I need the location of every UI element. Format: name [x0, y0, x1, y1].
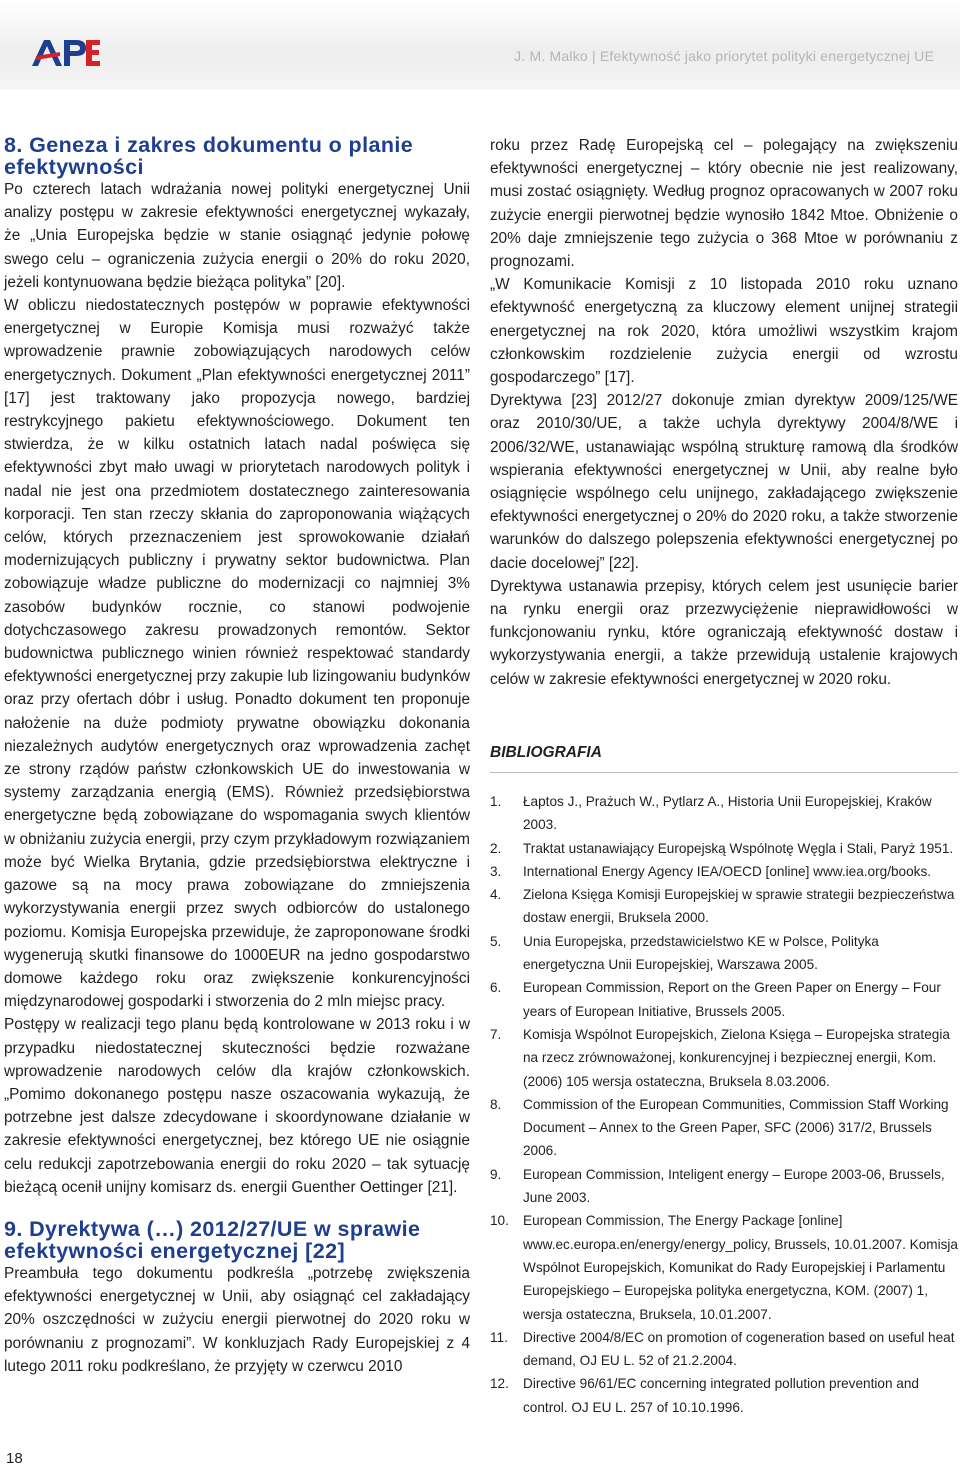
bibliography-item-text: Unia Europejska, przedstawicielstwo KE w Polsce, Polityka energetyczna Unii Europejskiej, Warszawa 2005.: [523, 933, 879, 973]
bibliography-item-text: European Commission, Inteligent energy – Europe 2003-06, Brussels, June 2003.: [523, 1166, 945, 1206]
bibliography-item-number: 8.: [490, 1096, 502, 1112]
section-9-title-line2: efektywności energetycznej [22]: [4, 1238, 345, 1263]
section-8-paragraph-3: Postępy w realizacji tego planu będą kontrolowane w 2013 roku i w przypadku niedostatecznej skuteczności będzie rozważane wprowadzenie narodowych celów dla krajów członkowskich. „Pomimo dokonanego postępu nasze oszacowania wykazują, że potrzebne jest dalsze zdecydowane i skoordynowane działanie w zakresie efektywności energetycznej, bez którego UE nie osiągnie celu redukcji zapotrzebowania energii do roku 2020 – tak sytuację bieżącą ocenił unijny komisarz ds. energii Guenther Oettinger [21].: [4, 1016, 470, 1196]
section-9-title-line1: 9. Dyrektywa (…) 2012/27/UE w sprawie: [4, 1216, 421, 1241]
section-9-title: [4, 1218, 470, 1262]
right-paragraph-2: „W Komunikacie Komisji z 10 listopada 2010 roku uznano efektywność energetyczną za kluczowy element unijnej strategii energetycznej na rok 2020, która umożliwi wszystkim krajom członkowskim rozdzielenie zużycia energii od wzrostu gospodarczego” [17].: [490, 276, 958, 387]
bibliography-item-text: International Energy Agency IEA/OECD [online] www.iea.org/books.: [523, 863, 932, 879]
bibliography-item-number: 7.: [490, 1026, 502, 1042]
bibliography-item-number: 6.: [490, 980, 502, 996]
bibliography-item: [490, 837, 958, 860]
bibliography-item: [490, 1023, 958, 1093]
bibliography-item-number: 4.: [490, 887, 502, 903]
section-9-paragraph-1: Preambuła tego dokumentu podkreśla „potrzebę zwiększenia efektywności energetycznej w Unii, aby osiągnąć cel zakładający 20% oszczędności w zużyciu energii pierwotnej do 2020 roku w porównaniu z prognozami”. W konkluzjach Rady Europejskiej z 4 lutego 2011 roku podkreślano, że przyjęty w czerwcu 2010: [4, 1264, 470, 1375]
bibliography-item-text: Directive 2004/8/EC on promotion of cogeneration based on useful heat demand, OJ EU L. 52 of 21.2.2004.: [523, 1329, 955, 1369]
bibliography-item: [490, 1163, 958, 1210]
section-8-title-line1: 8. Geneza i zakres dokumentu o planie: [4, 133, 414, 157]
bibliography-item-text: Zielona Księga Komisji Europejskiej w sprawie strategii bezpieczeństwa dostaw energii, Bruksela 2000.: [523, 887, 955, 926]
bibliography-item-number: 2.: [490, 840, 502, 856]
bibliography-item: [490, 1372, 958, 1419]
header-band: [0, 0, 960, 90]
page-number: 18: [6, 1450, 23, 1467]
section-8-title: [4, 134, 470, 178]
section-8-paragraph-1: Po czterech latach wdrażania nowej polityki energetycznej Unii analizy postępu w zakresie efektywności energetycznej wykazały, że „Unia Europejska będzie w stanie osiągnąć jedynie połowę swego celu – ograniczenia zużycia energii o 20% do roku 2020, jeżeli kontynuowana będzie bieżąca polityka” [20].: [4, 181, 470, 291]
bibliography-item: [490, 976, 958, 1023]
bibliography-item-number: 5.: [490, 933, 502, 949]
bibliography-title: BIBLIOGRAFIA: [490, 744, 602, 761]
bibliography-item-number: 1.: [490, 794, 502, 809]
bibliography-item: [490, 883, 958, 930]
bibliography-item-text: Traktat ustanawiający Europejską Wspólnotę Węgla i Stali, Paryż 1951.: [523, 840, 954, 856]
bibliography-item-number: 9.: [490, 1166, 502, 1182]
right-paragraph-3: Dyrektywa [23] 2012/27 dokonuje zmian dyrektyw 2009/125/WE oraz 2010/30/UE, a także uchyla dyrektywy 2004/8/WE i 2006/32/WE, ustanawiając wspólną strukturę ramową dla środków wspierania efektywności energetycznej w Unii, aby realne było osiągnięcie wspólnego celu unijnego, zakładającego zwiększenie efektywności energetycznej o 20% do 2020 roku, a także stworzenie warunków do dalszego polepszenia efektywności energetycznej po dacie docelowej” [22].: [490, 392, 958, 572]
bibliography-item-text: Directive 96/61/EC concerning integrated pollution prevention and control. OJ EU L. 257 of 10.10.1996.: [523, 1376, 919, 1415]
bibliography-item-text: European Commission, The Energy Package [online] www.ec.europa.en/energy/energy_policy, Brussels, 10.01.2007. Komisja Wspólnot Europejskich, Komunikat do Rady Europejskiej i Parlamentu Europejskiego – Europejska polityka energetyczna, KOM. (2007) 1, wersja ostateczna, Bruksela, 10.01.2007.: [523, 1213, 958, 1322]
bibliography-item-text: Komisja Wspólnot Europejskich, Zielona Księga – Europejska strategia na rzecz zrównoważonej, konkurencyjnej i bezpiecznej energii, Kom. (2006) 105 wersja ostateczna, Bruksela 8.03.2006.: [523, 1026, 950, 1089]
bibliography-item-number: 12.: [490, 1376, 509, 1392]
bibliography-item-number: 11.: [490, 1329, 508, 1345]
bibliography-item: [490, 930, 958, 977]
bibliography-item-text: Commission of the European Communities, Commission Staff Working Document – Annex to the Green Paper, SFC (2006) 317/2, Brussels 2006.: [523, 1096, 949, 1159]
running-head: J. M. Malko | Efektywność jako priorytet polityki energetycznej UE: [514, 48, 934, 64]
bibliography-item: [490, 1326, 958, 1373]
bibliography-item: [490, 860, 958, 883]
bibliography-item: [490, 1093, 958, 1163]
bibliography-item-number: 3.: [490, 863, 502, 879]
section-8-paragraph-2: W obliczu niedostatecznych postępów w poprawie efektywności energetycznej w Europie Komisja musi rozważyć także wprowadzenie prawnie zobowiązujących narodowych celów energetycznych. Dokument „Plan efektywności energetycznej 2011” [17] jest traktowany jako propozycja nowego, bardziej restrykcyjnego pakietu efektywnościowego. Dokument ten stwierdza, że w kilku ostatnich latach nadal poświęca się efektywności zbyt mało uwagi w priorytetach narodowych polityk i nadal nie jest ona przedmiotem dostatecznego zainteresowania korporacji. Ten stan rzeczy skłania do zaproponowania wiążących celów, których przeznaczeniem jest sprowokowanie działań modernizujących publiczny i prywatny sektor budownictwa. Plan zobowiązuje władze publiczne do modernizacji co najmniej 3% zasobów budynków rocznie, co stanowi podwojenie dotychczasowego zakresu prowadzonych remontów. Sektor budownictwa publicznego winien również respektować standardy efektywności energetycznej przy zakupie lub lizingowaniu budynków oraz przy ofertach dóbr i usług. Ponadto dokument ten proponuje nałożenie na duże podmioty prywatne obowiązku dokonania niezależnych audytów energetycznych oraz wprowadzenia zachęt ze strony rządów państw członkowskich UE do inwestowania w systemy zarządzania energią (EMS). Również przedsiębiorstwa energetyczne będą zobowiązane do wspomagania swych klientów w obniżaniu zużycia energii, przy czym przykładowym rozwiązaniem może być Wielka Brytania, gdzie przedsiębiorstwa elektryczne i gazowe są na mocy prawa zobowiązane do zmniejszenia wykorzystywania energii przez swych odbiorców do ustalonego poziomu. Komisja Europejska przewiduje, że zaproponowane środki wygenerują skutki finansowe do 1000EUR na jedno gospodarstwo domowe każdego roku oraz zwiększenie konkurencyjności międzynarodowej gospodarki i stworzenia do 2 mln miejsc pracy.: [4, 297, 470, 1011]
ape-logo: [30, 34, 100, 70]
bibliography-item-text: Łaptos J., Prażuch W., Pytlarz A., Historia Unii Europejskiej, Kraków 2003.: [523, 794, 932, 833]
bibliography-list: [490, 790, 958, 1419]
right-paragraph-4: Dyrektywa ustanawia przepisy, których celem jest usunięcie barier na rynku energii oraz przezwyciężenie nieprawidłowości w funkcjonowaniu rynku, które ograniczają efektywność dostaw i wykorzystywania energii, a także przewidują ustalenie krajowych celów w zakresie efektywności energetycznej w 2020 roku.: [490, 577, 958, 688]
bibliography-item-number: 10.: [490, 1213, 509, 1229]
bibliography-divider: [490, 772, 958, 773]
section-8-title-line2: efektywności: [4, 155, 144, 179]
bibliography-item: [490, 790, 958, 837]
bibliography-item-text: European Commission, Report on the Green Paper on Energy – Four years of European Initiative, Brussels 2005.: [523, 980, 941, 1019]
right-column: [490, 134, 958, 691]
left-column: [4, 134, 470, 1378]
bibliography-item: [490, 1209, 958, 1325]
right-paragraph-1: roku przez Radę Europejską cel – polegający na zwiększeniu efektywności energetycznej – który obecnie nie jest realizowany, musi zostać osiągnięty. Według prognoz opracowanych w 2007 roku zużycie energii pierwotnej będzie wynosiło 1842 Mtoe. Obniżenie o 20% daje zmniejszenie tego zużycia o 368 Mtoe w porównaniu z prognozami.: [490, 137, 958, 271]
